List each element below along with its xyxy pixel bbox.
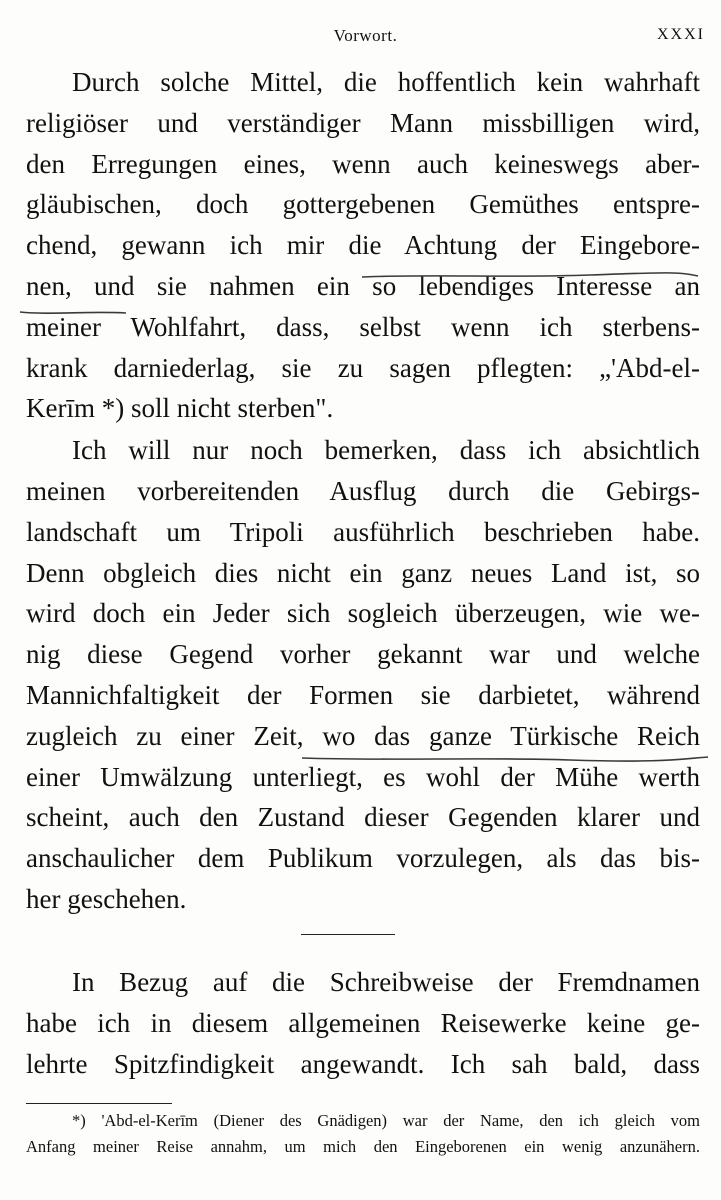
text-line: meinen vorbereitenden Ausflug durch die Gebirgs- [26,475,700,506]
paragraph-1 [26,62,700,429]
text-line: einer Umwälzung unterliegt, es wohl der Mühe werth [26,761,700,792]
text-line: krank darniederlag, sie zu sagen pflegten: „'Abd-el- [26,352,700,383]
text-line: Ich will nur noch bemerken, dass ich absichtlich [72,435,700,466]
page-number: XXXI [657,26,705,43]
text-line: lehrte Spitzfindigkeit angewandt. Ich sah bald, dass [26,1048,700,1079]
text-line: her geschehen. [26,883,187,914]
text-line: anschaulicher dem Publikum vorzulegen, als das bis- [26,843,700,874]
running-head [26,26,705,50]
text-line: chend, gewann ich mir die Achtung der Eingebore- [26,230,700,261]
text-line: gläubischen, doch gottergebenen Gemüthes entspre- [26,189,700,220]
footnote-line: Anfang meiner Reise annahm, um mich den Eingeborenen ein wenig anzunähern. [26,1137,700,1156]
text-line: habe ich in diesem allgemeinen Reisewerke keine ge- [26,1007,700,1038]
footnote-rule [26,1103,172,1104]
main-text [26,62,700,920]
text-line: meiner Wohlfahrt, dass, selbst wenn ich sterbens- [26,311,700,342]
paragraph-3 [26,962,700,1084]
footnote-line: *) 'Abd-el-Kerīm (Diener des Gnädigen) war der Name, den ich gleich vom [72,1111,700,1130]
text-line: wird doch ein Jeder sich sogleich überzeugen, wie we- [26,598,700,629]
text-line: Kerīm *) soll nicht sterben". [26,393,334,424]
text-line: Denn obgleich dies nicht ein ganz neues Land ist, so [26,557,700,588]
text-line: scheint, auch den Zustand dieser Gegenden klarer und [26,802,700,833]
section-divider [301,934,395,935]
text-line: landschaft um Tripoli ausführlich beschrieben habe. [26,516,700,547]
text-line: nen, und sie nahmen ein so lebendiges Interesse an [26,270,700,301]
text-line: In Bezug auf die Schreibweise der Fremdnamen [72,967,700,997]
running-head-title: Vorwort. [333,26,398,45]
text-line: Mannichfaltigkeit der Formen sie darbietet, während [26,679,700,710]
text-line: den Erregungen eines, wenn auch keineswegs aber- [26,148,700,179]
text-line: nig diese Gegend vorher gekannt war und welche [26,639,700,670]
text-line: Durch solche Mittel, die hoffentlich kein wahrhaft [72,67,700,97]
footnote [26,1108,700,1160]
text-line: zugleich zu einer Zeit, wo das ganze Türkische Reich [26,720,700,751]
text-line: religiöser und verständiger Mann missbilligen wird, [26,107,700,138]
paragraph-2 [26,430,700,920]
